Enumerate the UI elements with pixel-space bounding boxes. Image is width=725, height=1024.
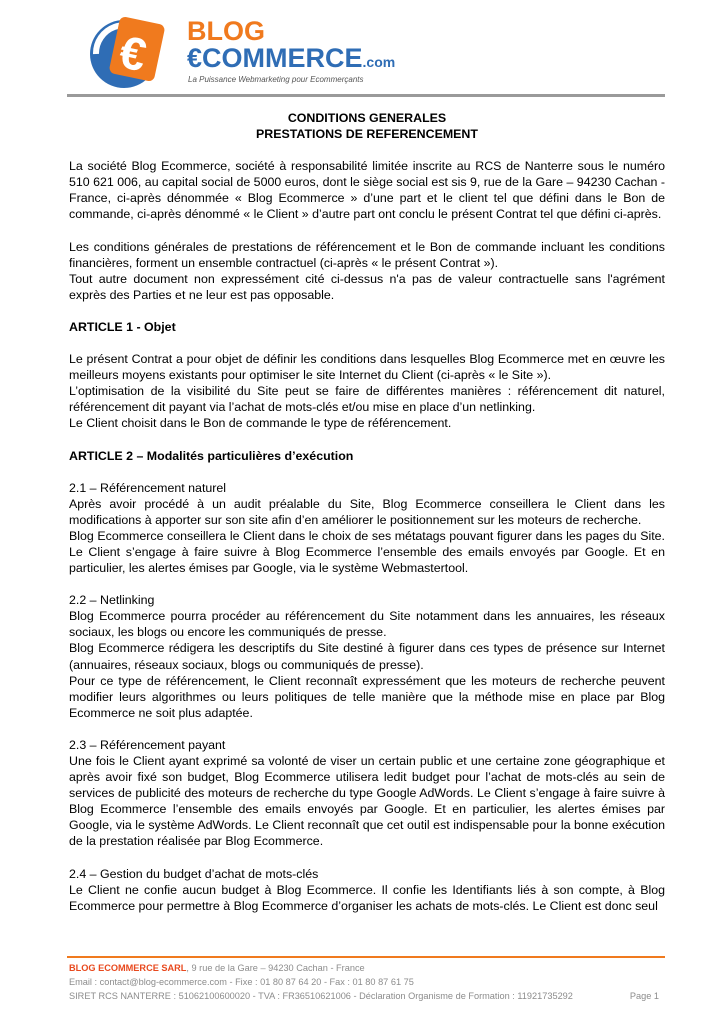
logo-word-blog: BLOG (187, 16, 265, 46)
article-1-heading: ARTICLE 1 - Objet (69, 319, 176, 334)
section-2-3-heading: 2.3 – Référencement payant (69, 737, 226, 752)
logo-tagline: La Puissance Webmarketing pour Ecommerçants (188, 75, 364, 84)
footer-legal: SIRET RCS NANTERRE : 51062100600020 - TVA : FR36510621006 - Déclaration Organisme de Formation : 11921735292 (69, 991, 573, 1001)
section-2-1-paragraph-2: Blog Ecommerce conseillera le Client dans le choix de ses métatags pouvant figurer dans les pages du Site. Le Client s’engage à faire suivre à Blog Ecommerce l’ensemble des emails envoyés par Google. Et en particulier, les alertes émises par Google, via le système Webmastertool. (69, 528, 665, 576)
paragraph-other-documents: Tout autre document non expressément cité ci-dessus n'a pas de valeur contractuelle sans l'agrément exprès des Parties et ne leur est pas opposable. (69, 271, 665, 302)
section-2-3-paragraph-1: Une fois le Client ayant exprimé sa volonté de viser un certain public et une certaine zone géographique et après avoir fixé son budget, Blog Ecommerce utilisera ledit budget pour l’achat de mots-clés au sein de services de publicité des moteurs de recherche du type Google AdWords. Le Client s’engage à faire suivre à Blog Ecommerce l’ensemble des emails envoyés par Google. Et en particulier, les alertes émises par Google, via le système AdWords. Le Client reconnaît que cet outil est indispensable pour la bonne exécution de la prestation réalisée par Blog Ecommerce. (69, 754, 665, 849)
article-1-paragraph-3: Le Client choisit dans le Bon de commande le type de référencement. (69, 416, 452, 431)
footer-divider (67, 956, 665, 958)
section-2-4-paragraph-1: Le Client ne confie aucun budget à Blog Ecommerce. Il confie les Identifiants liés à son compte, à Blog Ecommerce pour permettre à Blog Ecommerce d’organiser les achats de mots-clés. Le Client est donc seul (69, 882, 665, 913)
svg-text:€: € (115, 25, 151, 82)
euro-logo-icon (84, 14, 168, 92)
section-2-2-paragraph-3: Pour ce type de référencement, le Client reconnaît expressément que les moteurs de recherche peuvent modifier leurs algorithmes ou leurs politiques de telle manière que la méthode mise en place par Blog Ecommerce ne soit plus adaptée. (69, 673, 665, 720)
page-number: Page 1 (629, 991, 659, 1001)
logo-word-ecommerce: €COMMERCE.com (187, 43, 396, 73)
article-1-paragraph-1: Le présent Contrat a pour objet de définir les conditions dans lesquelles Blog Ecommerce met en œuvre les meilleurs moyens existants pour optimiser le site Internet du Client (ci-après « le Site »). (69, 352, 665, 383)
header-divider (67, 94, 665, 97)
company-logo (84, 14, 396, 94)
section-2-2-heading: 2.2 – Netlinking (69, 593, 155, 608)
footer-company-name: BLOG ECOMMERCE SARL (69, 963, 187, 973)
article-1-paragraph-2: L’optimisation de la visibilité du Site peut se faire de différentes manières : référencement dit naturel, référencement dit payant via l’achat de mots-clés et/ou mise en place d’un netlinking. (69, 384, 665, 415)
section-2-2-paragraph-1: Blog Ecommerce pourra procéder au référencement du Site notamment dans les annuaires, les réseaux sociaux, les blogs ou encore les communiqués de presse. (69, 609, 665, 640)
footer-address: , 9 rue de la Gare – 94230 Cachan - France (186, 963, 365, 973)
footer-contact-line: Email : contact@blog-ecommerce.com - Fixe : 01 80 87 64 20 - Fax : 01 80 87 61 75 (69, 977, 414, 987)
document-title-2: PRESTATIONS DE REFERENCEMENT (256, 127, 478, 142)
logo-dotcom: .com (362, 54, 396, 70)
section-2-1-paragraph-1: Après avoir procédé à un audit préalable du Site, Blog Ecommerce conseillera le Client dans les modifications à apporter sur son site afin d’en améliorer le positionnement sur les moteurs de recherche. (69, 496, 665, 527)
footer-legal-line (69, 989, 669, 1003)
section-2-1-heading: 2.1 – Référencement naturel (69, 480, 227, 495)
paragraph-contract: Les conditions générales de prestations de référencement et le Bon de commande incluant les conditions financières, forment un ensemble contractuel (ci-après « le présent Contrat »). (69, 239, 665, 270)
section-2-4-heading: 2.4 – Gestion du budget d’achat de mots-clés (69, 866, 319, 881)
footer-address-line (69, 961, 669, 975)
page-footer (69, 961, 669, 1003)
document-body (69, 110, 665, 914)
intro-paragraph: La société Blog Ecommerce, société à responsabilité limitée inscrite au RCS de Nanterre sous le numéro 510 621 006, au capital social de 5000 euros, dont le siège social est sis 9, rue de la Gare – 94230 Cachan - France, ci-après dénommée « Blog Ecommerce » d’une part et le client tel que défini dans le Bon de commande, ci-après dénommé « le Client » d’autre part ont conclu le présent Contrat tel que défini ci-après. (69, 159, 665, 222)
section-2-2-paragraph-2: Blog Ecommerce rédigera les descriptifs du Site destiné à figurer dans ces types de présence sur Internet (annuaires, réseaux sociaux, blogs ou communiqués de presse). (69, 641, 665, 672)
article-2-heading: ARTICLE 2 – Modalités particulières d’exécution (69, 448, 354, 463)
document-title-1: CONDITIONS GENERALES (287, 111, 447, 125)
